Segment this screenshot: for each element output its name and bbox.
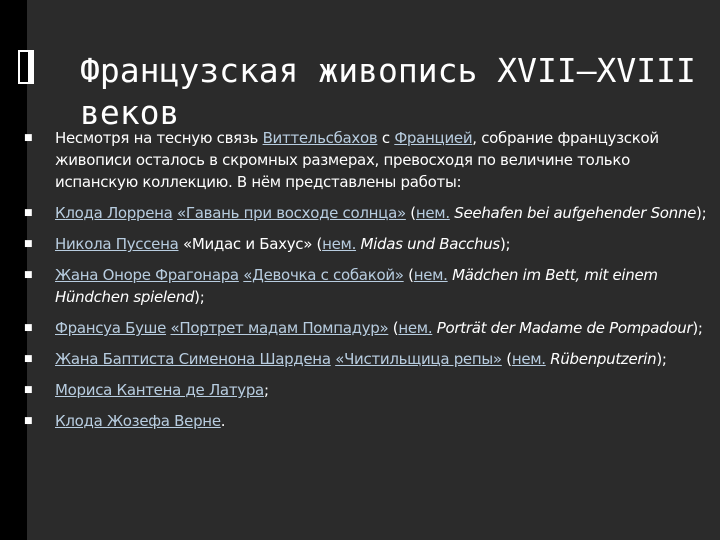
list-item-text bbox=[55, 235, 510, 253]
separator-text: ( bbox=[405, 204, 416, 222]
list-item-la-tour bbox=[24, 379, 710, 401]
german-language-link[interactable]: нем. bbox=[398, 319, 433, 337]
closing-text: ); bbox=[696, 204, 707, 222]
closing-text: . bbox=[220, 412, 226, 430]
closing-text: ); bbox=[656, 350, 667, 368]
square-bullet-icon: ■ bbox=[24, 416, 33, 426]
square-bullet-icon: ■ bbox=[24, 133, 33, 143]
bullet-list bbox=[24, 127, 710, 441]
france-link[interactable]: Францией bbox=[394, 129, 473, 147]
german-language-link[interactable]: нем. bbox=[413, 266, 448, 284]
list-item-boucher bbox=[24, 317, 710, 339]
separator-text: ( bbox=[501, 350, 512, 368]
slide-title: Французская живопись XVII—XVIII веков bbox=[80, 51, 696, 132]
painting-link[interactable]: «Девочка с собакой» bbox=[243, 266, 404, 284]
list-item-lorrain bbox=[24, 202, 710, 224]
list-item-text bbox=[55, 204, 706, 222]
original-title: Midas und Bacchus bbox=[360, 235, 500, 253]
intro-text-part: с bbox=[377, 129, 395, 147]
original-title: Mädchen im Bett, mit einem Hündchen spielend bbox=[55, 266, 658, 306]
square-bullet-icon: ■ bbox=[24, 239, 33, 249]
square-bullet-icon: ■ bbox=[24, 270, 33, 280]
list-item-intro bbox=[24, 127, 710, 193]
artist-link[interactable]: Клода Жозефа Верне bbox=[55, 412, 221, 430]
painting-link[interactable]: «Гавань при восходе солнца» bbox=[177, 204, 406, 222]
square-bullet-icon: ■ bbox=[24, 354, 33, 364]
painting-link[interactable]: «Портрет мадам Помпадур» bbox=[170, 319, 389, 337]
list-item-chardin bbox=[24, 348, 710, 370]
german-language-link[interactable]: нем. bbox=[322, 235, 357, 253]
artist-link[interactable]: Франсуа Буше bbox=[55, 319, 167, 337]
original-title: Rübenputzerin bbox=[550, 350, 657, 368]
separator-text: ( bbox=[388, 319, 399, 337]
intro-text-part: , собрание французской живописи осталось в скромных размерах, превосходя по величине только испанскую коллекцию. В нём представлены работы: bbox=[55, 129, 659, 191]
list-item-poussin bbox=[24, 233, 710, 255]
list-item-text bbox=[55, 412, 225, 430]
list-item-text bbox=[55, 129, 659, 191]
german-language-link[interactable]: нем. bbox=[511, 350, 546, 368]
wittelsbach-link[interactable]: Виттельсбахов bbox=[262, 129, 378, 147]
original-title: Seehafen bei aufgehender Sonne bbox=[454, 204, 697, 222]
painting-link[interactable]: «Чистильщица репы» bbox=[335, 350, 502, 368]
list-item-vernet bbox=[24, 410, 710, 432]
artist-link[interactable]: Никола Пуссена bbox=[55, 235, 179, 253]
list-item-text bbox=[55, 381, 269, 399]
artist-link[interactable]: Жана Баптиста Сименона Шардена bbox=[55, 350, 331, 368]
intro-text-part: Несмотря на тесную связь bbox=[55, 129, 263, 147]
list-item-text bbox=[55, 350, 667, 368]
square-bullet-icon: ■ bbox=[24, 208, 33, 218]
artist-link[interactable]: Мориса Кантена де Латура bbox=[55, 381, 264, 399]
list-item-text bbox=[55, 319, 703, 337]
separator-text: ( bbox=[403, 266, 414, 284]
list-item-text bbox=[55, 266, 658, 306]
painting-title-text: «Мидас и Бахус» ( bbox=[178, 235, 323, 253]
closing-text: ); bbox=[194, 288, 205, 306]
title-accent-block bbox=[18, 50, 34, 84]
artist-link[interactable]: Клода Лоррена bbox=[55, 204, 173, 222]
closing-text: ; bbox=[263, 381, 269, 399]
german-language-link[interactable]: нем. bbox=[415, 204, 450, 222]
square-bullet-icon: ■ bbox=[24, 323, 33, 333]
square-bullet-icon: ■ bbox=[24, 385, 33, 395]
closing-text: ); bbox=[692, 319, 703, 337]
list-item-fragonard bbox=[24, 264, 710, 308]
original-title: Porträt der Madame de Pompadour bbox=[436, 319, 693, 337]
closing-text: ); bbox=[499, 235, 511, 253]
artist-link[interactable]: Жана Оноре Фрагонара bbox=[55, 266, 239, 284]
